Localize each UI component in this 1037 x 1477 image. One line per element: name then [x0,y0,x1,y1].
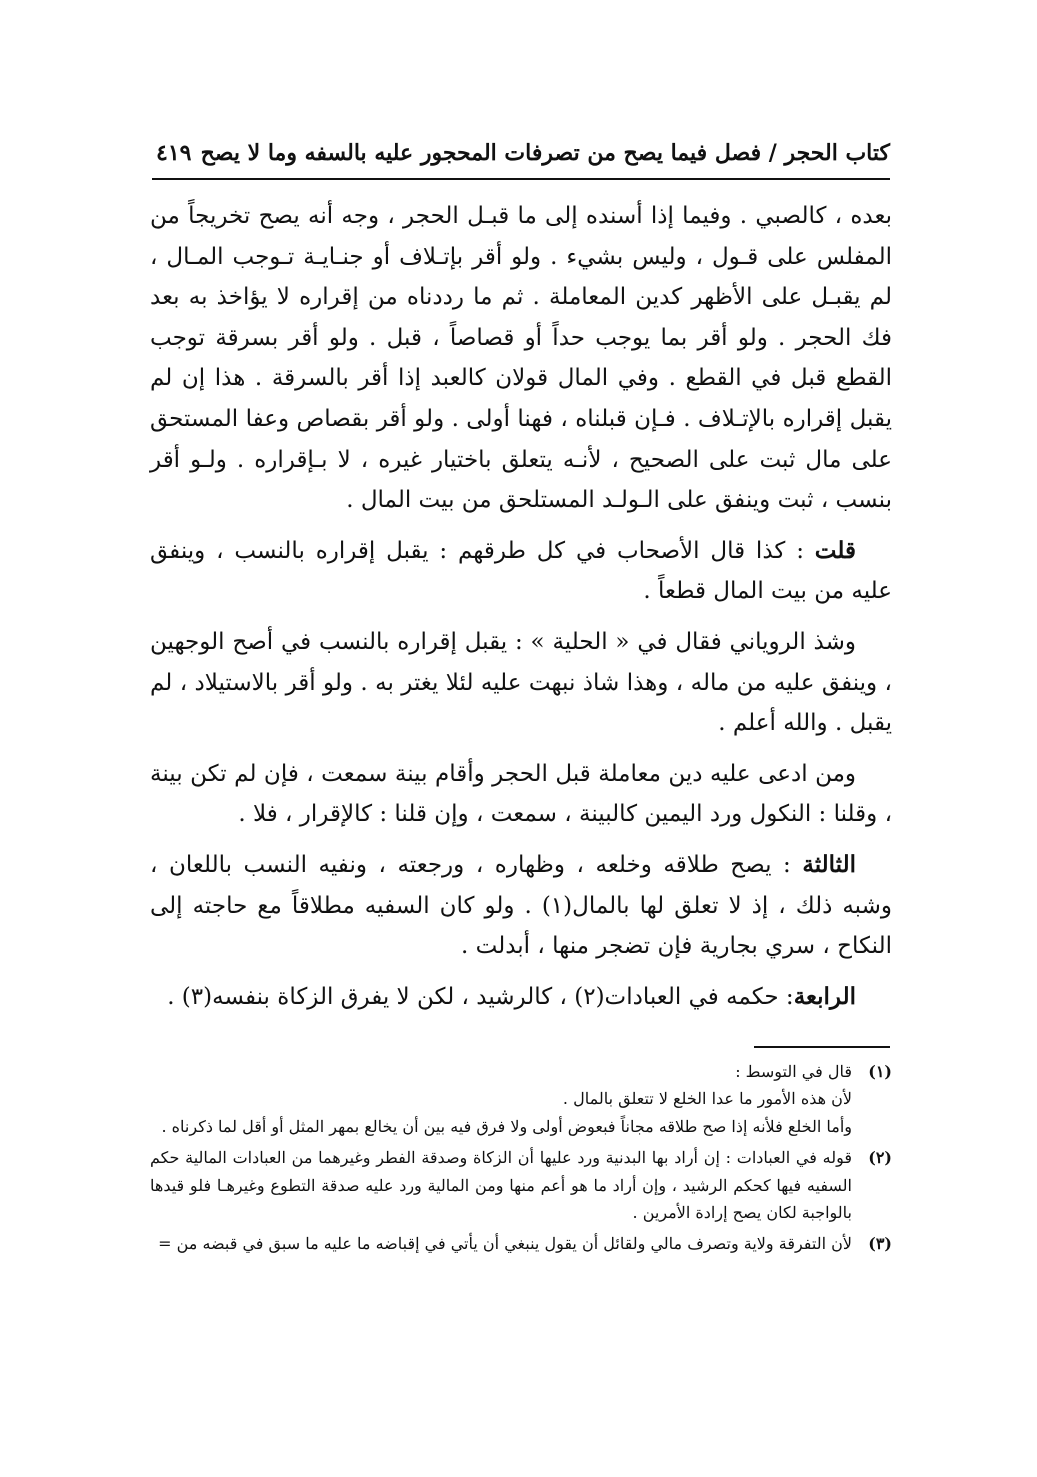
paragraph-lead: قلت [814,536,856,564]
footnote [150,1144,892,1226]
paragraph-lead: الثالثة [802,850,856,878]
paragraph [150,622,892,744]
footnote-line: وأما الخلع فلأنه إذا صح طلاقه مجاناً فبعوض أولى ولا فرق فيه بين أن يخالع بمهر المثل أو أقل لما ذكرناه . [161,1116,852,1136]
running-header [152,138,890,178]
paragraph-text: ومن ادعى عليه دين معاملة قبل الحجر وأقام بينة سمعت ، فإن لم تكن بينة ، وقلنا : النكول ورد اليمين كالبينة ، سمعت ، وإن قلنا : كالإقرار ، فلا . [150,760,892,828]
header-rule [152,178,890,180]
header-title: كتاب الحجر / فصل فيما يصح من تصرفات المحجور عليه بالسفه وما لا يصح [200,140,890,166]
body-text [150,196,892,1027]
paragraph [150,845,892,967]
paragraph-lead: الرابعة [793,982,856,1010]
footnote-line: لأن هذه الأمور ما عدا الخلع لا تتعلق بالمال . [562,1089,852,1109]
footnote-number: (١) [868,1062,892,1081]
page-number: ٤١٩ [156,140,192,166]
footnote [150,1230,892,1257]
paragraph [150,531,892,612]
footnote-line: لأن التفرقة ولاية وتصرف مالي ولقائل أن يقول ينبغي أن يأتي في إقباضه ما عليه ما سبق في قبضه من = [158,1234,852,1254]
paragraph [150,754,892,835]
paragraph [150,196,892,521]
paragraph-text: بعده ، كالصبي . وفيما إذا أسنده إلى ما قبـل الحجر ، وجه أنه يصح تخريجاً من المفلس على قـول ، وليس بشيء . ولو أقر بإتـلاف أو جنـايـة تـوجب المـال ، لم يقبـل على الأظهر كدين المعاملة . ثم ما رددناه من إقراره لا يؤاخذ به بعد فك الحجر . ولو أقر بما يوجب حداً أو قصاصاً ، قبل . ولو أقر بسرقة توجب القطع قبل في القطع . وفي المال قولان كالعبد إذا أقر بالسرقة . هذا إن لم يقبل إقراره بالإتـلاف . فـإن قبلناه ، فهنا أولى . ولو أقر بقصاص وعفا المستحق على مال ثبت على الصحيح ، لأنـه يتعلق باختيار غيره ، لا بـإقراره . ولـو أقر بنسب ، ثبت وينفق على الـولـد المستلحق من بيت المال . [150,203,892,514]
footnotes [150,1058,892,1262]
footnote [150,1058,892,1140]
footnote-line: قال في التوسط : [735,1062,852,1081]
footnote-number: (٢) [868,1148,892,1168]
footnote-number: (٣) [868,1234,892,1254]
paragraph-text: : حكمه في العبادات(٢) ، كالرشيد ، لكن لا يفرق الزكاة بنفسه(٣) . [167,983,794,1010]
paragraph-text: : كذا قال الأصحاب في كل طرقهم : يقبل إقراره بالنسب ، وينفق عليه من بيت المال قطعاً . [150,537,892,605]
paragraph [150,977,892,1018]
footnote-rule [754,1046,890,1048]
paragraph-text: : يصح طلاقه وخلعه ، وظهاره ، ورجعته ، ونفيه النسب باللعان ، وشبه ذلك ، إذ لا تعلق لها بالمال(١) . ولو كان السفيه مطلاقاً مع حاجته إلى النكاح ، سري بجارية فإن تضجر منها ، أبدلت . [150,851,892,960]
paragraph-text: وشذ الروياني فقال في « الحلية » : يقبل إقراره بالنسب في أصح الوجهين ، وينفق عليه من ماله ، وهذا شاذ نبهت عليه لئلا يغتر به . ولو أقر بالاستيلاد ، لم يقبل . والله أعلم . [150,628,892,737]
footnote-line: قوله في العبادات : إن أراد بها البدنية ورد عليها أن الزكاة وصدقة الفطر وغيرهما من العبادات المالية حكم السفيه فيها كحكم الرشيد ، وإن أراد ما هو أعم منها ومن المالية ورد عليه صدقة التطوع وغيرهـا فلو قيدها بالواجبة لكان يصح إرادة الأمرين . [150,1148,853,1223]
